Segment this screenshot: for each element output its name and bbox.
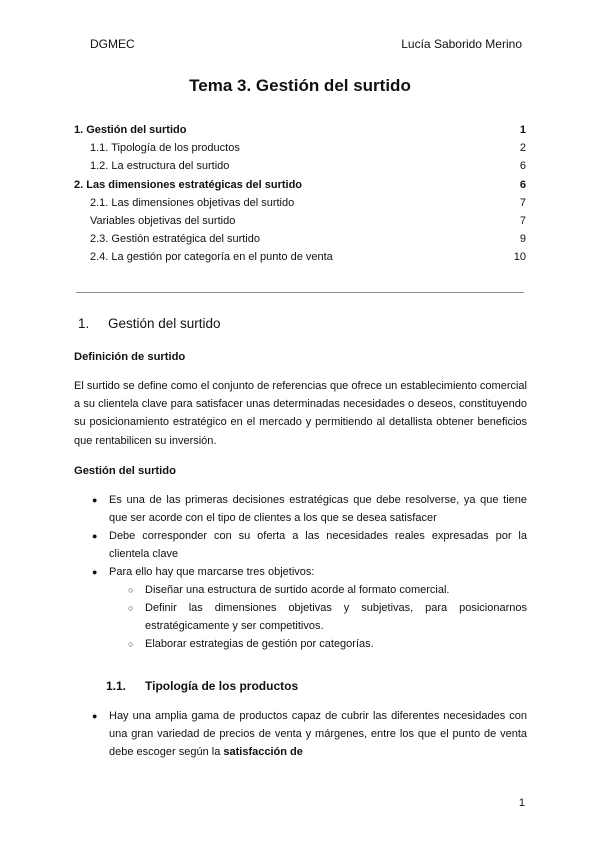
toc-item-label: 1. Gestión del surtido bbox=[74, 124, 187, 136]
toc-item-label: 2.4. La gestión por categoría en el punto de venta bbox=[90, 251, 333, 264]
table-of-contents bbox=[74, 121, 526, 267]
definition-paragraph: El surtido se define como el conjunto de referencias que ofrece un establecimiento comercial a su clientela clave para satisfacer unas determinadas necesidades o deseos, constituyendo su posicionamiento estratégico en el mercado y permitiendo al detallista obtener beneficios que rentabilicen su inversión. bbox=[74, 380, 527, 447]
toc-item-page: 6 bbox=[519, 178, 526, 191]
toc-item[interactable] bbox=[74, 248, 526, 266]
list-item-text: Diseñar una estructura de surtido acorde al formato comercial. bbox=[145, 584, 450, 596]
bullet-icon: ● bbox=[92, 711, 98, 721]
toc-item[interactable] bbox=[74, 176, 526, 194]
list-item bbox=[92, 563, 527, 653]
toc-item-label: 1.1. Tipología de los productos bbox=[90, 142, 240, 155]
list-item bbox=[92, 527, 527, 563]
gestion-bullet-list bbox=[92, 491, 527, 653]
toc-item-label: 1.2. La estructura del surtido bbox=[90, 160, 230, 173]
header-right: Lucía Saborido Merino bbox=[401, 37, 522, 51]
toc-item[interactable] bbox=[74, 230, 526, 248]
circle-bullet-icon: ○ bbox=[128, 639, 134, 649]
list-item-text: Hay una amplia gama de productos capaz de cubrir las diferentes necesidades con una gran variedad de precios de venta y márgenes, entre los que el punto de venta debe escoger según la bbox=[109, 710, 527, 758]
toc-item[interactable] bbox=[74, 157, 526, 175]
list-item-text: Es una de las primeras decisiones estratégicas que debe resolverse, ya que tiene que ser acorde con el tipo de clientes a los que se desea satisfacer bbox=[109, 494, 527, 524]
toc-item-page: 10 bbox=[513, 251, 526, 264]
toc-item-page: 7 bbox=[519, 196, 526, 209]
subsection-title: Tipología de los productos bbox=[145, 679, 299, 693]
list-item bbox=[92, 491, 527, 527]
section-number: 1. bbox=[78, 316, 90, 331]
bullet-icon: ● bbox=[92, 567, 98, 577]
bullet-icon: ● bbox=[92, 531, 98, 541]
page-number: 1 bbox=[518, 797, 525, 809]
toc-item-label: 2. Las dimensiones estratégicas del surtido bbox=[74, 178, 303, 191]
objectives-sublist bbox=[109, 581, 527, 653]
toc-item-page: 2 bbox=[519, 142, 526, 155]
toc-item-page: 7 bbox=[519, 214, 526, 227]
toc-item-label: 2.1. Las dimensiones objetivas del surtido bbox=[90, 196, 295, 209]
page-title: Tema 3. Gestión del surtido bbox=[189, 76, 411, 95]
toc-item-label: 2.3. Gestión estratégica del surtido bbox=[90, 233, 260, 246]
definition-heading: Definición de surtido bbox=[74, 351, 186, 363]
subsection-number: 1.1. bbox=[106, 679, 127, 693]
toc-item[interactable] bbox=[74, 139, 526, 157]
toc-item-page: 9 bbox=[519, 233, 526, 246]
list-item bbox=[128, 599, 527, 635]
list-item-text: Debe corresponder con su oferta a las necesidades reales expresadas por la clientela clave bbox=[109, 530, 527, 560]
tipologia-bullet-list bbox=[92, 707, 527, 761]
list-item-text: Definir las dimensiones objetivas y subjetivas, para posicionarnos estratégicamente y ser competitivos. bbox=[145, 602, 527, 632]
section-title: Gestión del surtido bbox=[108, 316, 221, 331]
circle-bullet-icon: ○ bbox=[128, 603, 134, 613]
toc-item-page: 6 bbox=[519, 160, 526, 173]
list-item-text: Para ello hay que marcarse tres objetivos: bbox=[109, 566, 315, 578]
toc-item[interactable] bbox=[74, 212, 526, 230]
list-item-text: Elaborar estrategias de gestión por categorías. bbox=[145, 638, 374, 650]
list-item bbox=[128, 581, 527, 599]
toc-item[interactable] bbox=[74, 121, 526, 139]
toc-item-label: Variables objetivas del surtido bbox=[90, 214, 236, 227]
subsection-heading bbox=[106, 679, 298, 693]
divider bbox=[76, 292, 524, 293]
list-item bbox=[92, 707, 527, 761]
list-item bbox=[128, 635, 527, 653]
header-left: DGMEC bbox=[90, 37, 135, 51]
list-item-bold-text: satisfacción de bbox=[223, 746, 303, 758]
section-heading bbox=[78, 316, 221, 331]
gestion-heading: Gestión del surtido bbox=[74, 465, 176, 477]
bullet-icon: ● bbox=[92, 495, 98, 505]
toc-item-page: 1 bbox=[519, 124, 526, 136]
toc-item[interactable] bbox=[74, 194, 526, 212]
circle-bullet-icon: ○ bbox=[128, 585, 134, 595]
